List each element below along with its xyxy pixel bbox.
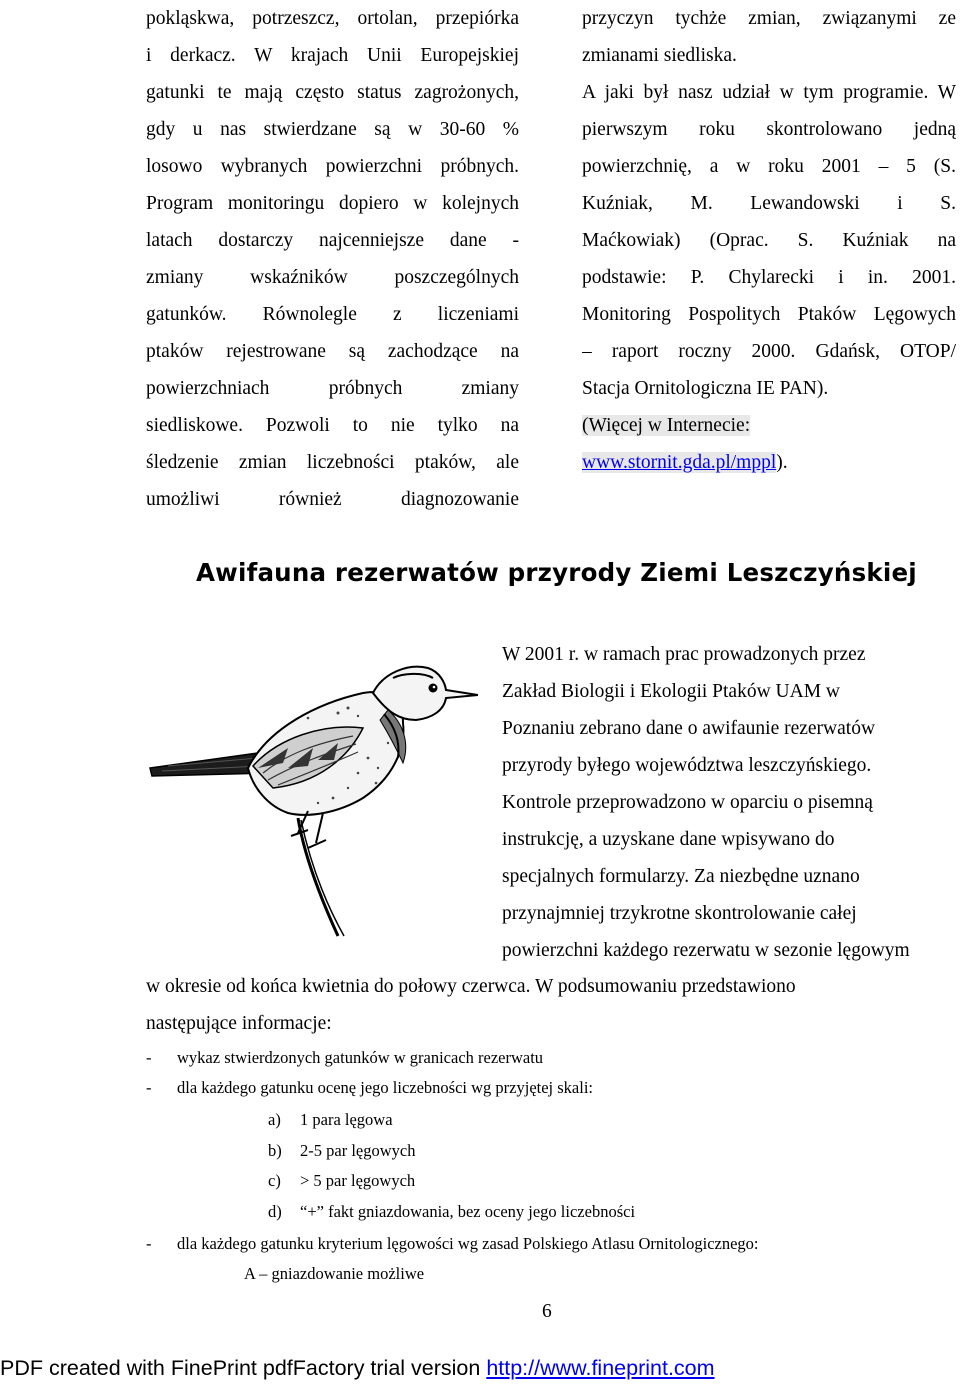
text-line: – raport roczny 2000. Gdańsk, OTOP/ xyxy=(582,341,956,362)
criteria-list xyxy=(0,1043,960,1303)
text-line: powierzchniach próbnych zmiany xyxy=(146,378,519,399)
text-line: zmianami siedliska. xyxy=(582,45,737,66)
text-line: latach dostarczy najcenniejsze dane - xyxy=(146,230,519,251)
text-line: losowo wybranych powierzchni próbnych. xyxy=(146,156,519,177)
list-item: dla każdego gatunku ocenę jego liczebności wg przyjętej skali: xyxy=(177,1078,594,1097)
scale-item: “+” fakt gniazdowania, bez oceny jego liczebności xyxy=(300,1202,636,1221)
text-line: śledzenie zmian liczebności ptaków, ale xyxy=(146,452,519,473)
text-line: A jaki był nasz udział w tym programie. W xyxy=(582,82,956,103)
text-line: Program monitoringu dopiero w kolejnych xyxy=(146,193,519,214)
text-line: instrukcję, a uzyskane dane wpisywano do xyxy=(502,829,835,850)
text-line: powierzchni każdego rezerwatu w sezonie lęgowym xyxy=(502,940,910,961)
more-info-text: (Więcej w Internecie: xyxy=(582,415,751,436)
text-line: przyczyn tychże zmian, związanymi ze xyxy=(582,8,956,29)
text-line xyxy=(582,444,956,481)
scale-letter: c) xyxy=(268,1171,281,1190)
fineprint-link[interactable]: http://www.fineprint.com xyxy=(486,1356,715,1380)
text-line: siedliskowe. Pozwoli to nie tylko na xyxy=(146,415,519,436)
text-line: Kuźniak, M. Lewandowski i S. xyxy=(582,193,956,214)
text-line: przyrody byłego województwa leszczyńskiego. xyxy=(502,755,872,776)
scale-letter: b) xyxy=(268,1141,282,1160)
scale-item: 2-5 par lęgowych xyxy=(300,1141,416,1160)
text-line: Maćkowiak) (Oprac. S. Kuźniak na xyxy=(582,230,956,251)
intro-paragraph xyxy=(502,636,952,969)
stornit-link[interactable]: www.stornit.gda.pl/mppl xyxy=(582,452,777,473)
text-line: pokląskwa, potrzeszcz, ortolan, przepiórka xyxy=(146,8,519,29)
text-line: Zakład Biologii i Ekologii Ptaków UAM w xyxy=(502,681,840,702)
list-item: wykaz stwierdzonych gatunków w granicach rezerwatu xyxy=(177,1048,544,1067)
criterion-a: A – gniazdowanie możliwe xyxy=(244,1264,425,1283)
text-line: gdy u nas stwierdzane są w 30-60 % xyxy=(146,119,519,140)
scale-item: 1 para lęgowa xyxy=(300,1110,393,1129)
text-line: gatunków. Równolegle z liczeniami xyxy=(146,304,519,325)
left-column xyxy=(146,0,519,518)
text-line: Kontrole przeprowadzono w oparciu o pisemną xyxy=(502,792,873,813)
text-line: przynajmniej trzykrotne skontrolowanie całej xyxy=(502,903,857,924)
text-line: umożliwi również diagnozowanie xyxy=(146,489,519,510)
text-line: ptaków rejestrowane są zachodzące na xyxy=(146,341,519,362)
bird-illustration xyxy=(148,648,478,938)
list-item: dla każdego gatunku kryterium lęgowości wg zasad Polskiego Atlasu Ornitologicznego: xyxy=(177,1234,759,1253)
text-line xyxy=(582,407,956,444)
text-line: Stacja Ornitologiczna IE PAN). xyxy=(582,378,829,399)
scale-item: > 5 par lęgowych xyxy=(300,1171,416,1190)
list-dash: - xyxy=(146,1048,152,1067)
scale-letter: a) xyxy=(268,1110,281,1129)
text-line: Monitoring Pospolitych Ptaków Lęgowych xyxy=(582,304,956,325)
page-number: 6 xyxy=(542,1301,552,1322)
text-line: powierzchnię, a w roku 2001 – 5 (S. xyxy=(582,156,956,177)
list-dash: - xyxy=(146,1234,152,1253)
pdf-footer xyxy=(0,1356,715,1381)
list-dash: - xyxy=(146,1078,152,1097)
text-line: i derkacz. W krajach Unii Europejskiej xyxy=(146,45,519,66)
text-line: W 2001 r. w ramach prac prowadzonych przez xyxy=(502,644,866,665)
footer-text: PDF created with FinePrint pdfFactory trial version xyxy=(0,1356,487,1380)
text-line: gatunki te mają często status zagrożonych, xyxy=(146,82,519,103)
link-tail: ). xyxy=(776,452,788,473)
text-line: podstawie: P. Chylarecki i in. 2001. xyxy=(582,267,956,288)
text-line: specjalnych formularzy. Za niezbędne uznano xyxy=(502,866,860,887)
text-line: zmiany wskaźników poszczególnych xyxy=(146,267,519,288)
right-column xyxy=(582,0,956,481)
section-heading: Awifauna rezerwatów przyrody Ziemi Leszczyńskiej xyxy=(196,558,917,587)
text-line: następujące informacje: xyxy=(146,1013,332,1034)
text-line: w okresie od końca kwietnia do połowy czerwca. W podsumowaniu przedstawiono xyxy=(146,976,796,997)
text-line: pierwszym roku skontrolowano jedną xyxy=(582,119,956,140)
text-line: Poznaniu zebrano dane o awifaunie rezerwatów xyxy=(502,718,876,739)
scale-letter: d) xyxy=(268,1202,282,1221)
